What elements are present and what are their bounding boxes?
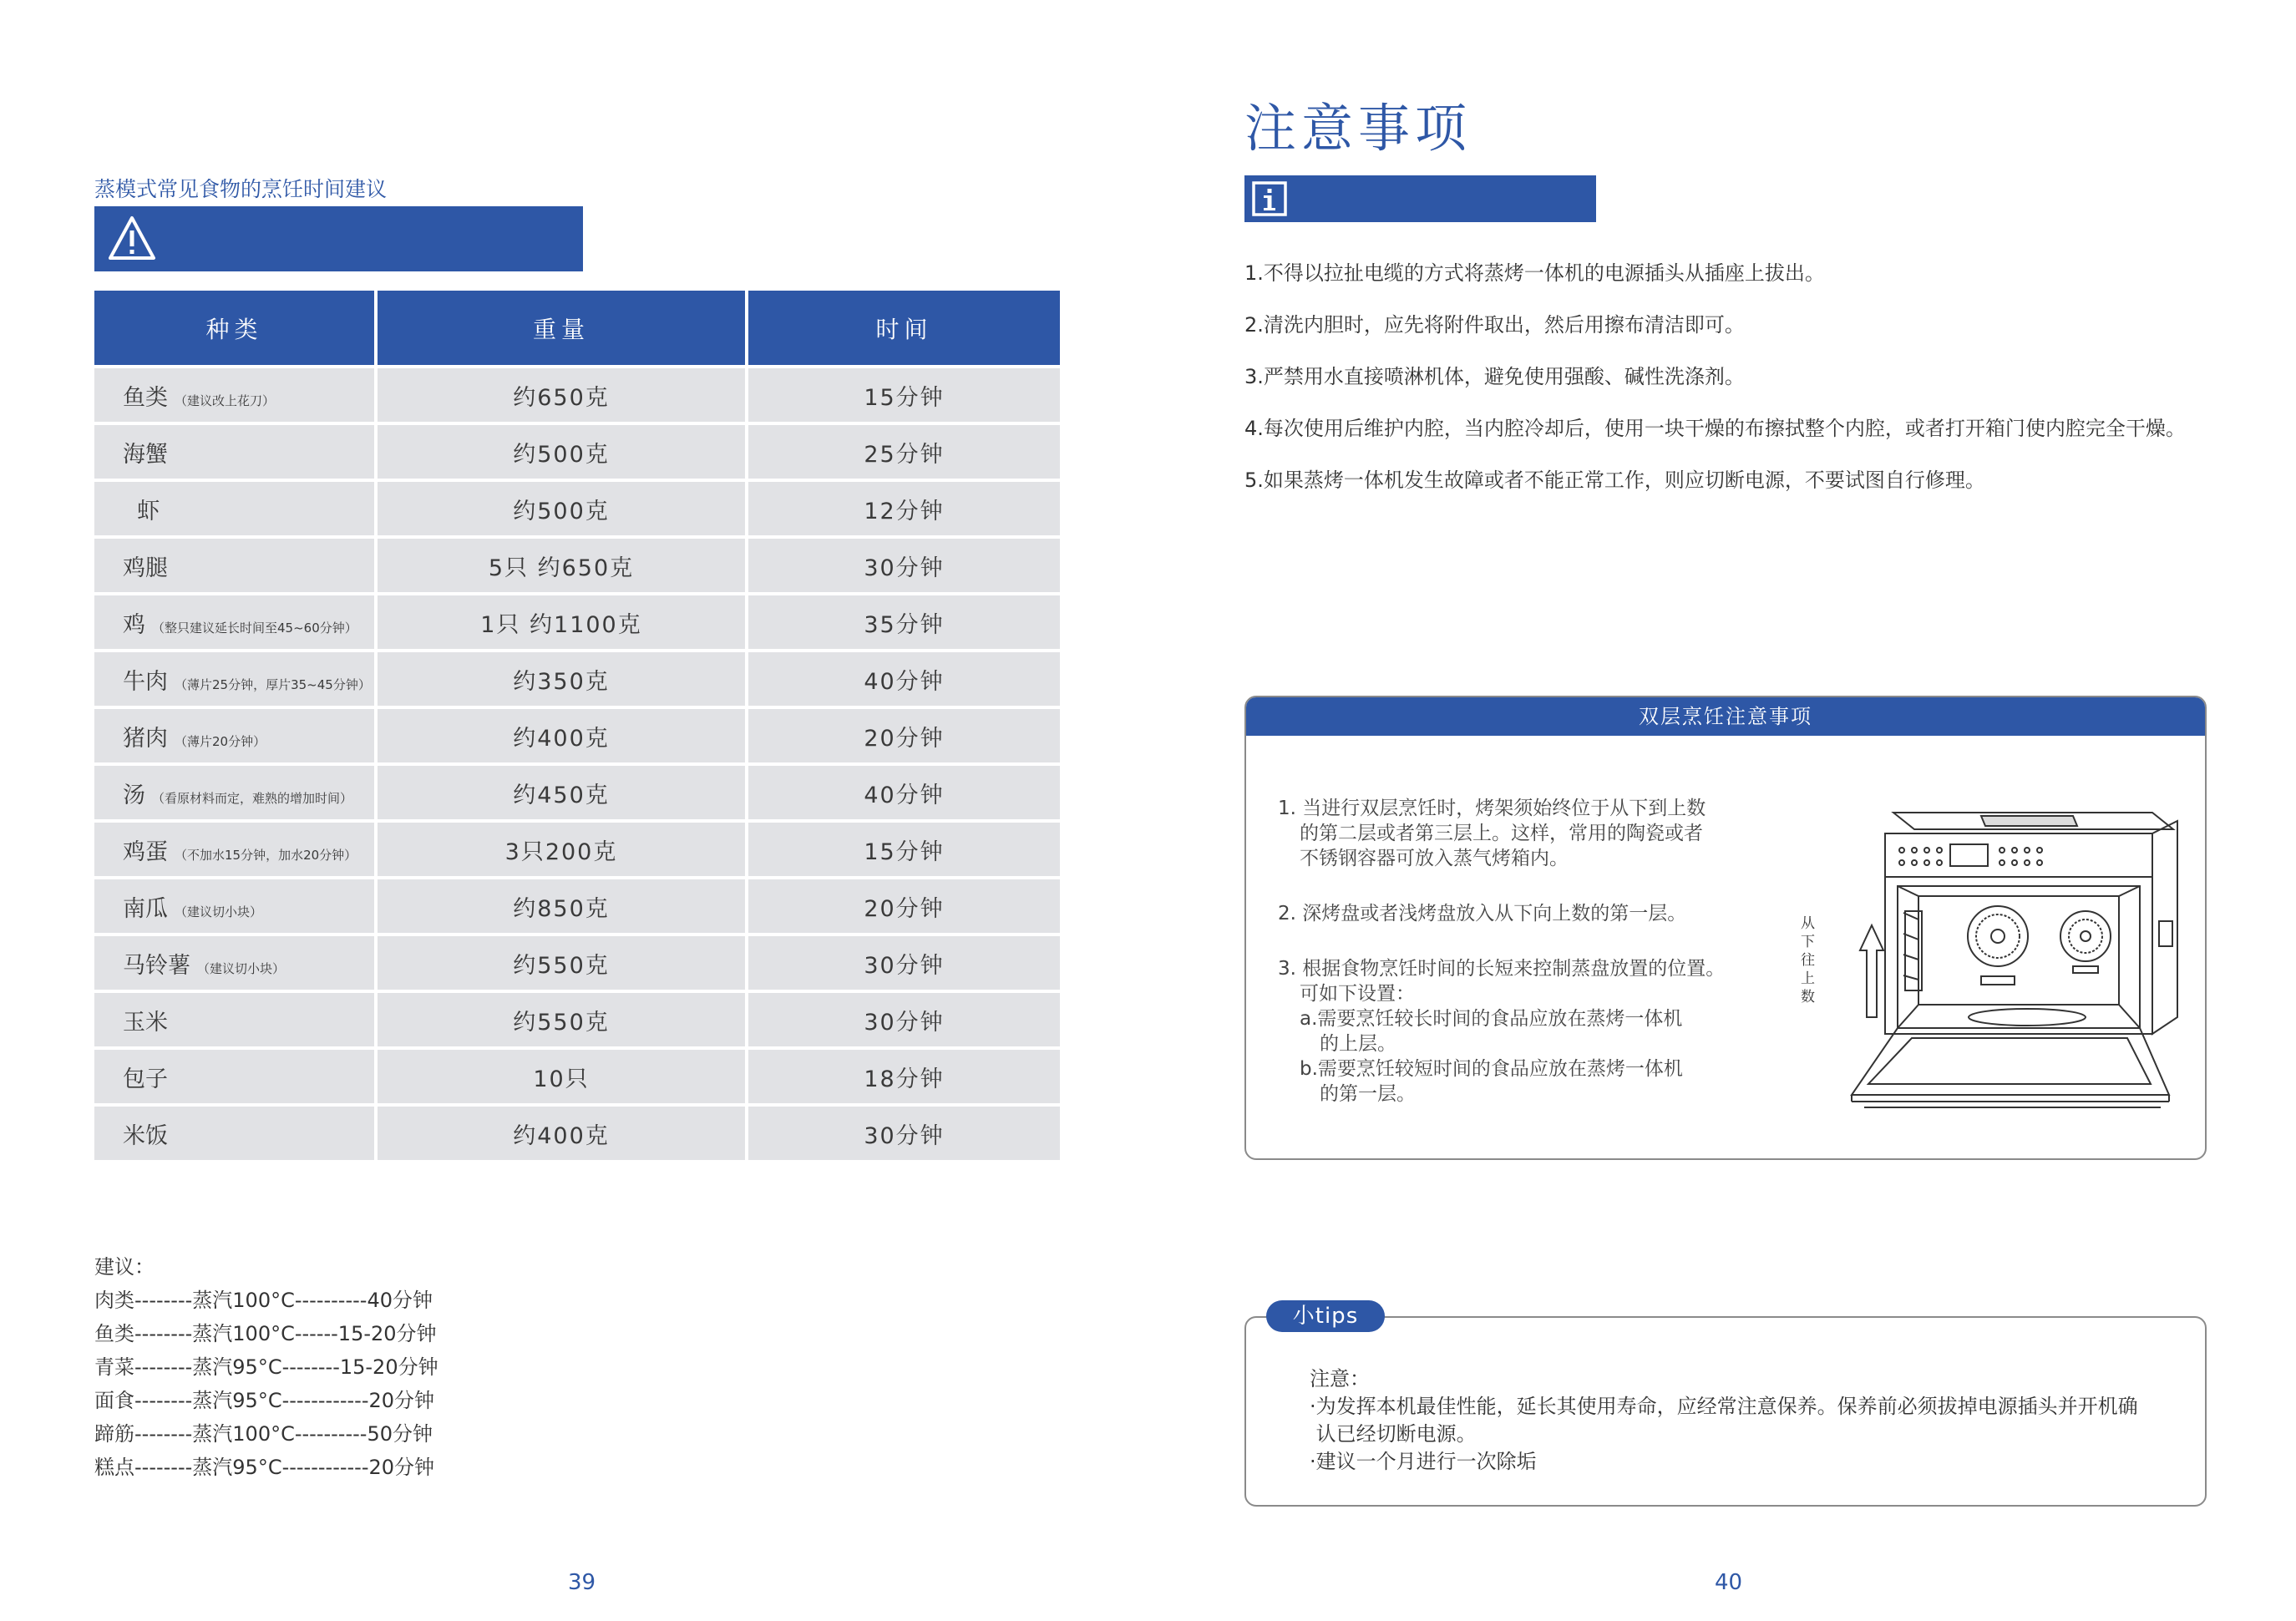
cell-type [94,936,374,990]
table-row [94,823,1060,876]
tips-line: 认已经切断电源。 [1310,1422,1477,1446]
arrow-label-char: 从 [1801,915,1815,932]
food-name: 米饭 [123,1122,168,1149]
food-note: （整只建议延长时间至45~60分钟） [152,620,357,636]
food-name: 鸡 [123,611,145,638]
cell-type [94,823,374,876]
cell-type [94,652,374,706]
food-name: 鸡腿 [123,555,168,581]
table-row [94,709,1060,762]
food-note: （建议切小块） [197,960,286,976]
note-item: 3.严禁用水直接喷淋机体，避免使用强酸、碱性洗涤剂。 [1244,365,1745,388]
note-item: 4.每次使用后维护内腔，当内腔冷却后，使用一块干燥的布擦拭整个内腔，或者打开箱门使内腔完全干燥。 [1244,417,2186,440]
arrow-label-char: 往 [1801,952,1815,969]
cell-weight: 约400克 [378,709,745,762]
cell-time: 40分钟 [748,766,1060,819]
table-row [94,1050,1060,1103]
cell-weight: 约500克 [378,425,745,479]
tips-heading: 注意： [1310,1367,1370,1391]
food-name: 包子 [123,1066,168,1092]
advice-line: 糕点--------蒸汽95°C------------20分钟 [94,1456,435,1479]
table-row [94,766,1060,819]
arrow-label-char: 数 [1801,989,1815,1006]
double-layer-heading: 双层烹饪注意事项 [1246,697,2205,736]
p1-line: 的第二层或者第三层上。这样，常用的陶瓷或者 [1300,823,1703,844]
advice-heading: 建议： [94,1255,155,1279]
advice-line: 青菜--------蒸汽95°C--------15-20分钟 [94,1355,438,1379]
p1-line: 1. 当进行双层烹饪时，烤架须始终位于从下到上数 [1278,798,1706,819]
cell-weight: 约650克 [378,368,745,422]
advice-block [94,1250,438,1484]
table-row [94,1107,1060,1160]
cell-type [94,1050,374,1103]
food-name: 猪肉 [123,725,168,752]
cell-weight: 约850克 [378,879,745,933]
cell-weight: 10只 [378,1050,745,1103]
section-title: 蒸模式常见食物的烹饪时间建议 [94,177,388,201]
arrow-label-char: 上 [1801,970,1815,987]
food-name: 鸡蛋 [123,838,168,865]
header-type: 种类 [94,291,374,365]
advice-line: 面食--------蒸汽95°C------------20分钟 [94,1389,435,1412]
food-name: 虾 [123,498,160,524]
food-name: 玉米 [123,1009,168,1036]
page-number-left: 39 [568,1570,596,1595]
note-item: 2.清洗内胆时，应先将附件取出，然后用擦布清洁即可。 [1244,313,1745,337]
cell-weight: 约550克 [378,936,745,990]
food-name: 汤 [123,782,145,808]
double-layer-box [1244,696,2207,1160]
cell-weight: 1只 约1100克 [378,595,745,649]
cell-weight: 5只 约650克 [378,539,745,592]
advice-line: 肉类--------蒸汽100°C----------40分钟 [94,1289,433,1312]
cell-type [94,993,374,1046]
header-time: 时间 [748,291,1060,365]
info-icon [1251,180,1288,217]
food-note: （建议改上花刀） [175,393,276,408]
cell-type [94,879,374,933]
cell-weight: 约550克 [378,993,745,1046]
cell-time: 20分钟 [748,709,1060,762]
table-row [94,993,1060,1046]
food-note: （薄片25分钟，厚片35~45分钟） [175,676,371,692]
cell-time: 15分钟 [748,368,1060,422]
cell-weight: 约450克 [378,766,745,819]
cell-time: 35分钟 [748,595,1060,649]
food-note: （看原材料而定，难熟的增加时间） [152,790,353,806]
cell-type [94,709,374,762]
cooking-time-table [91,287,1063,1163]
cell-type [94,766,374,819]
food-note: （建议切小块） [175,904,263,919]
table-row [94,879,1060,933]
food-note: （薄片20分钟） [175,733,266,749]
a-line: a.需要烹饪较长时间的食品应放在蒸烤一体机 [1300,1008,1683,1030]
cell-time: 18分钟 [748,1050,1060,1103]
cell-time: 30分钟 [748,936,1060,990]
tips-line: ·建议一个月进行一次除垢 [1310,1450,1537,1473]
table-row [94,368,1060,422]
advice-line: 鱼类--------蒸汽100°C------15-20分钟 [94,1322,437,1345]
cell-weight: 约400克 [378,1107,745,1160]
cell-time: 15分钟 [748,823,1060,876]
food-name: 海蟹 [123,441,168,468]
cell-weight: 3只200克 [378,823,745,876]
cell-type [94,595,374,649]
arrow-label-char: 下 [1801,934,1815,950]
cell-time: 30分钟 [748,539,1060,592]
notes-list [1244,261,2186,519]
note-item: 5.如果蒸烤一体机发生故障或者不能正常工作，则应切断电源，不要试图自行修理。 [1244,469,1985,492]
food-name: 牛肉 [123,668,168,695]
p1-line: 不锈钢容器可放入蒸气烤箱内。 [1300,848,1569,869]
cell-time: 30分钟 [748,1107,1060,1160]
tips-tab: 小tips [1266,1300,1385,1332]
food-name: 南瓜 [123,895,168,922]
p3-line: 3. 根据食物烹饪时间的长短来控制蒸盘放置的位置。 [1278,958,1726,980]
warning-bar [94,206,583,271]
p2-line: 2. 深烤盘或者浅烤盘放入从下向上数的第一层。 [1278,903,1687,924]
page-number-right: 40 [1715,1570,1743,1595]
table-row [94,539,1060,592]
note-item: 1.不得以拉扯电缆的方式将蒸烤一体机的电源插头从插座上拔出。 [1244,261,1825,285]
cell-type [94,425,374,479]
arrow-label [1801,914,1815,1006]
cell-time: 12分钟 [748,482,1060,535]
food-name: 鱼类 [123,384,168,411]
cell-time: 40分钟 [748,652,1060,706]
oven-illustration [1835,796,2202,1138]
b-line: b.需要烹饪较短时间的食品应放在蒸烤一体机 [1300,1058,1683,1080]
cell-weight: 约500克 [378,482,745,535]
cell-type [94,1107,374,1160]
a-line: 的上层。 [1320,1033,1396,1055]
cell-type [94,539,374,592]
b-line: 的第一层。 [1320,1083,1416,1105]
cell-type [94,368,374,422]
cell-time: 20分钟 [748,879,1060,933]
info-bar [1244,175,1596,222]
advice-line: 蹄筋--------蒸汽100°C----------50分钟 [94,1422,433,1446]
p3-line: 可如下设置： [1300,983,1415,1005]
header-weight: 重量 [378,291,745,365]
food-note: （不加水15分钟，加水20分钟） [175,847,357,863]
tips-line: ·为发挥本机最佳性能，延长其使用寿命，应经常注意保养。保养前必须拔掉电源插头并开机确 [1310,1395,2138,1418]
table-row [94,652,1060,706]
page-title: 注意事项 [1244,98,1472,159]
table-row [94,425,1060,479]
warning-triangle-icon [108,215,156,261]
cell-time: 30分钟 [748,993,1060,1046]
table-row [94,595,1060,649]
double-layer-text [1278,796,1725,1107]
food-name: 马铃薯 [123,952,190,979]
cell-type [94,482,374,535]
table-row [94,936,1060,990]
tips-body [1310,1365,2138,1476]
table-row [94,482,1060,535]
cell-weight: 约350克 [378,652,745,706]
cell-time: 25分钟 [748,425,1060,479]
